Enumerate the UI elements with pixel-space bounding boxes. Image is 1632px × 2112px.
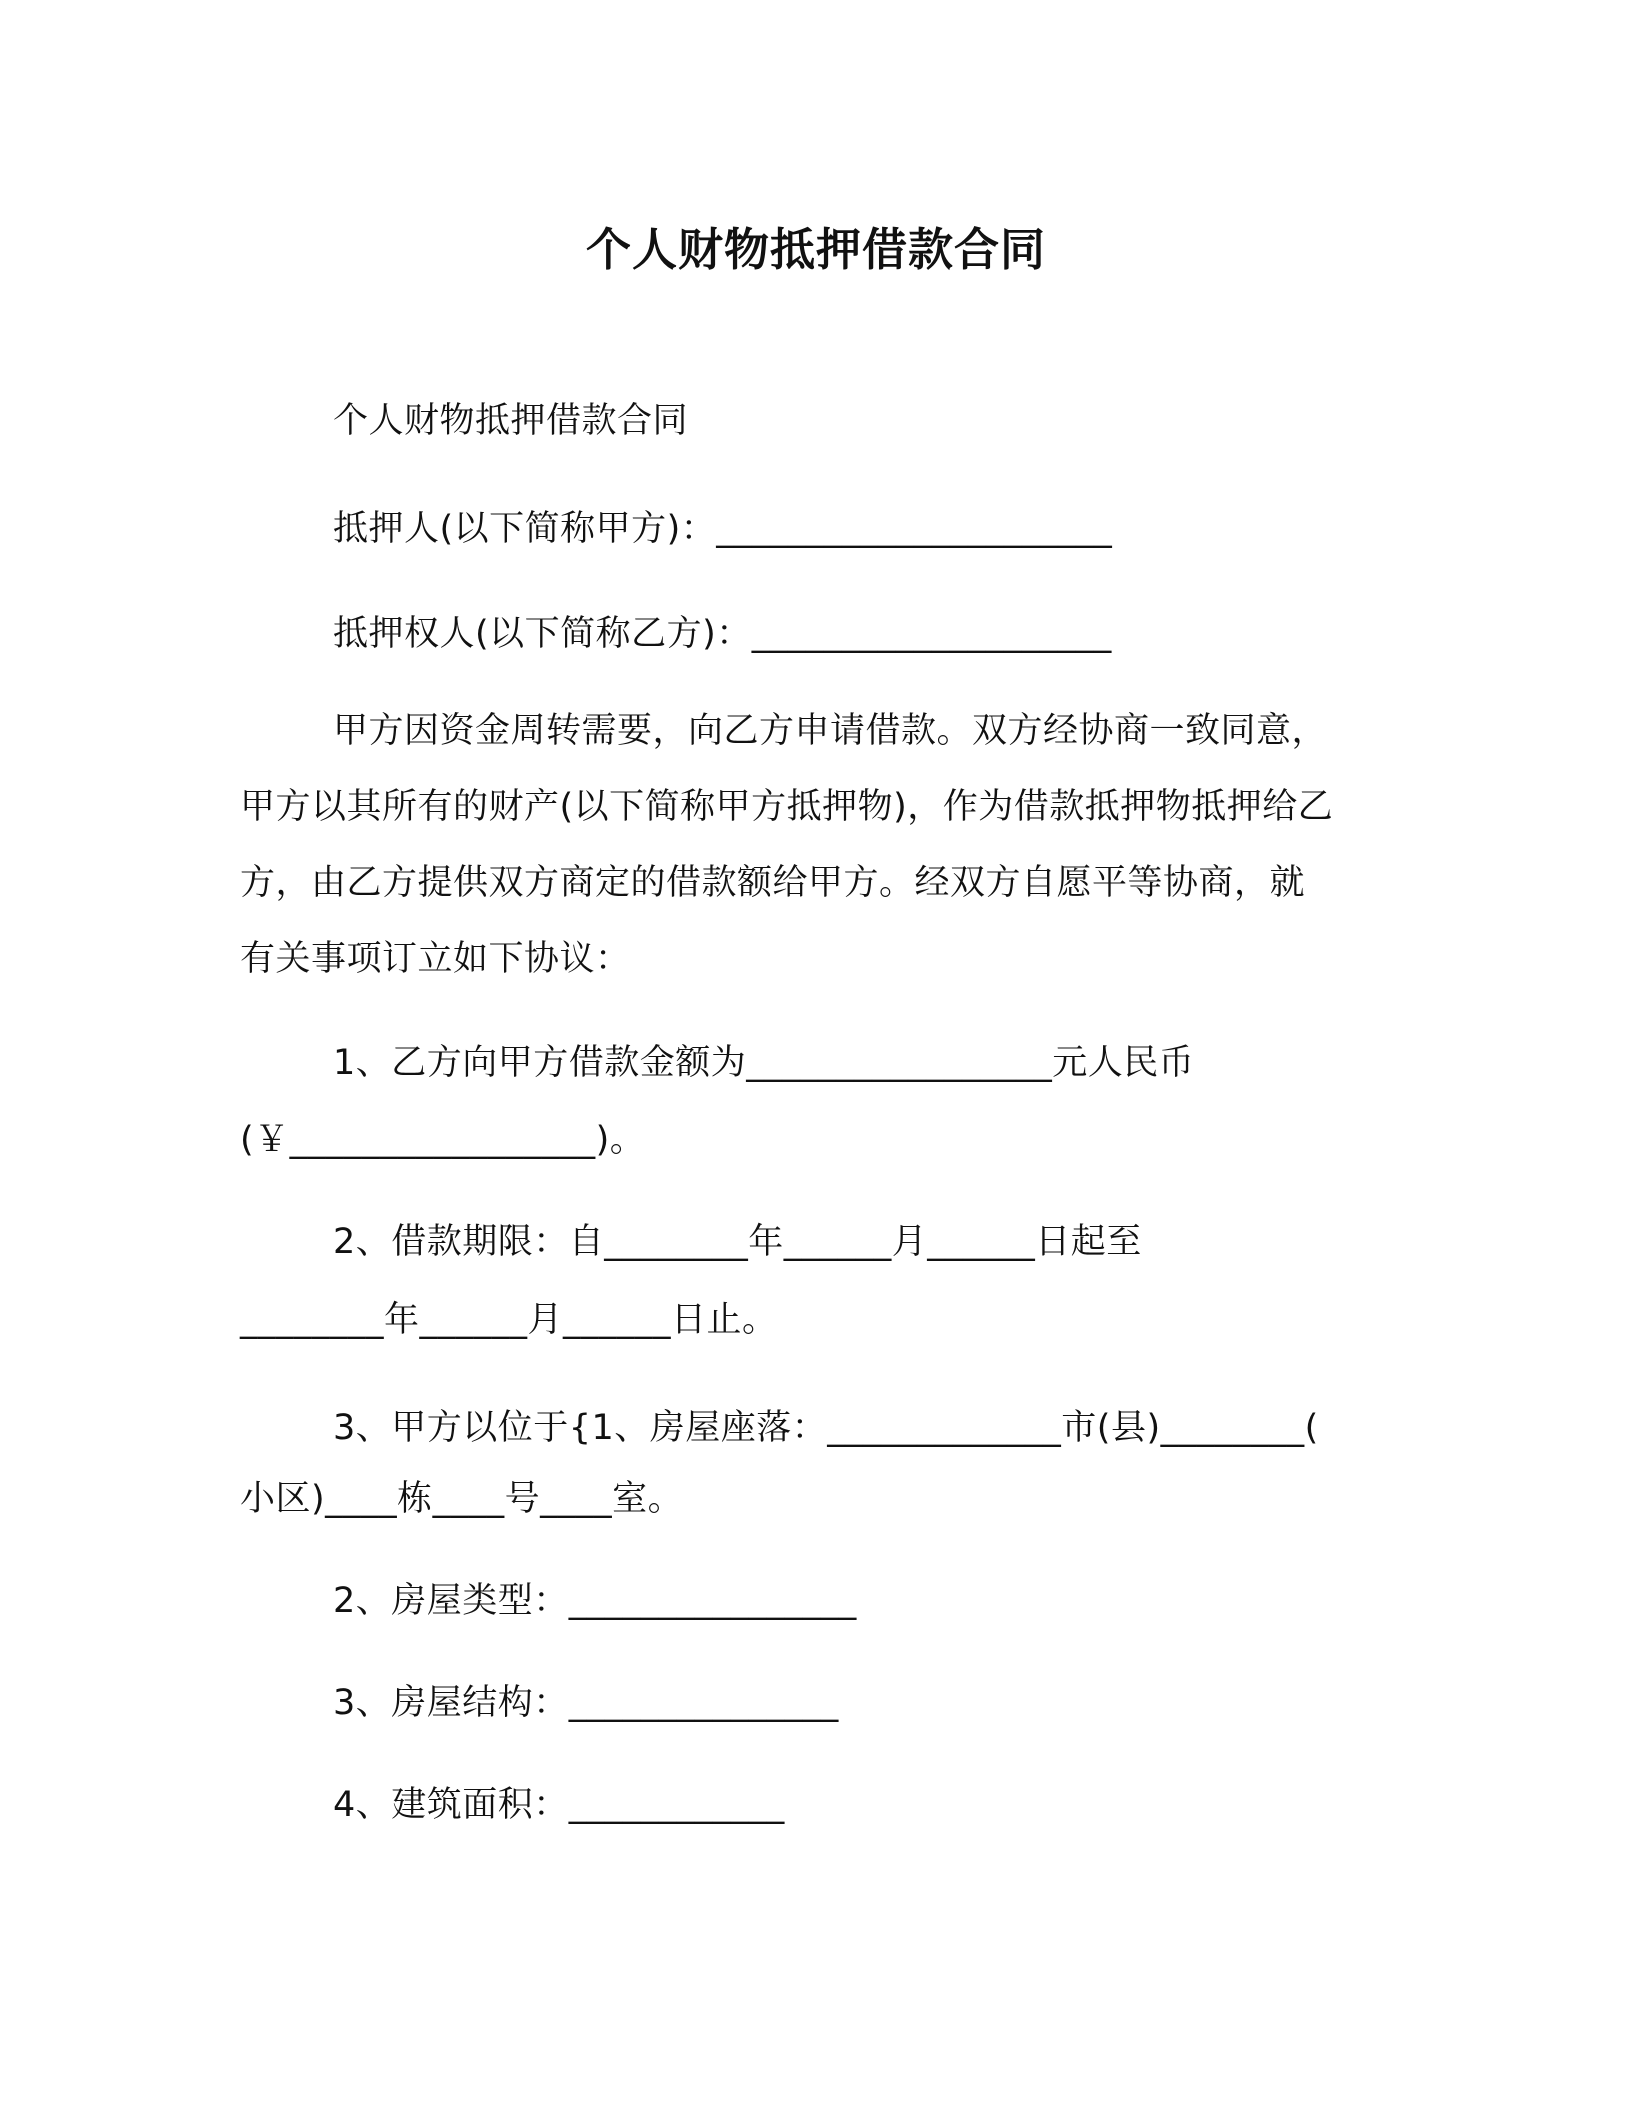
clause-3-line-1: 3、甲方以位于{1、房屋座落：_____________市(县)________( bbox=[333, 1408, 1319, 1448]
intro-paragraph-line-2: 甲方以其所有的财产(以下简称甲方抵押物)，作为借款抵押物抵押给乙 bbox=[240, 787, 1334, 827]
subtitle-line: 个人财物抵押借款合同 bbox=[333, 401, 689, 441]
mortgagee-line: 抵押权人(以下简称乙方)：____________________ bbox=[333, 614, 1112, 654]
floor-area-line: 4、建筑面积：____________ bbox=[333, 1785, 785, 1825]
clause-2-line-2: ________年______月______日止。 bbox=[240, 1300, 778, 1340]
clause-3-line-2: 小区)____栋____号____室。 bbox=[240, 1479, 684, 1519]
intro-paragraph-line-4: 有关事项订立如下协议： bbox=[240, 939, 631, 979]
intro-paragraph-line-3: 方，由乙方提供双方商定的借款额给甲方。经双方自愿平等协商，就 bbox=[240, 863, 1306, 903]
document-title: 个人财物抵押借款合同 bbox=[585, 223, 1046, 276]
clause-1-line-1: 1、乙方向甲方借款金额为_________________元人民币 bbox=[333, 1043, 1195, 1083]
house-type-line: 2、房屋类型：________________ bbox=[333, 1581, 857, 1621]
clause-2-line-1: 2、借款期限：自________年______月______日起至 bbox=[333, 1222, 1142, 1262]
mortgagor-line: 抵押人(以下简称甲方)：______________________ bbox=[333, 509, 1113, 549]
intro-paragraph-line-1: 甲方因资金周转需要，向乙方申请借款。双方经协商一致同意， bbox=[333, 711, 1328, 751]
house-structure-line: 3、房屋结构：_______________ bbox=[333, 1683, 839, 1723]
clause-1-line-2: (￥_________________)。 bbox=[240, 1120, 646, 1160]
